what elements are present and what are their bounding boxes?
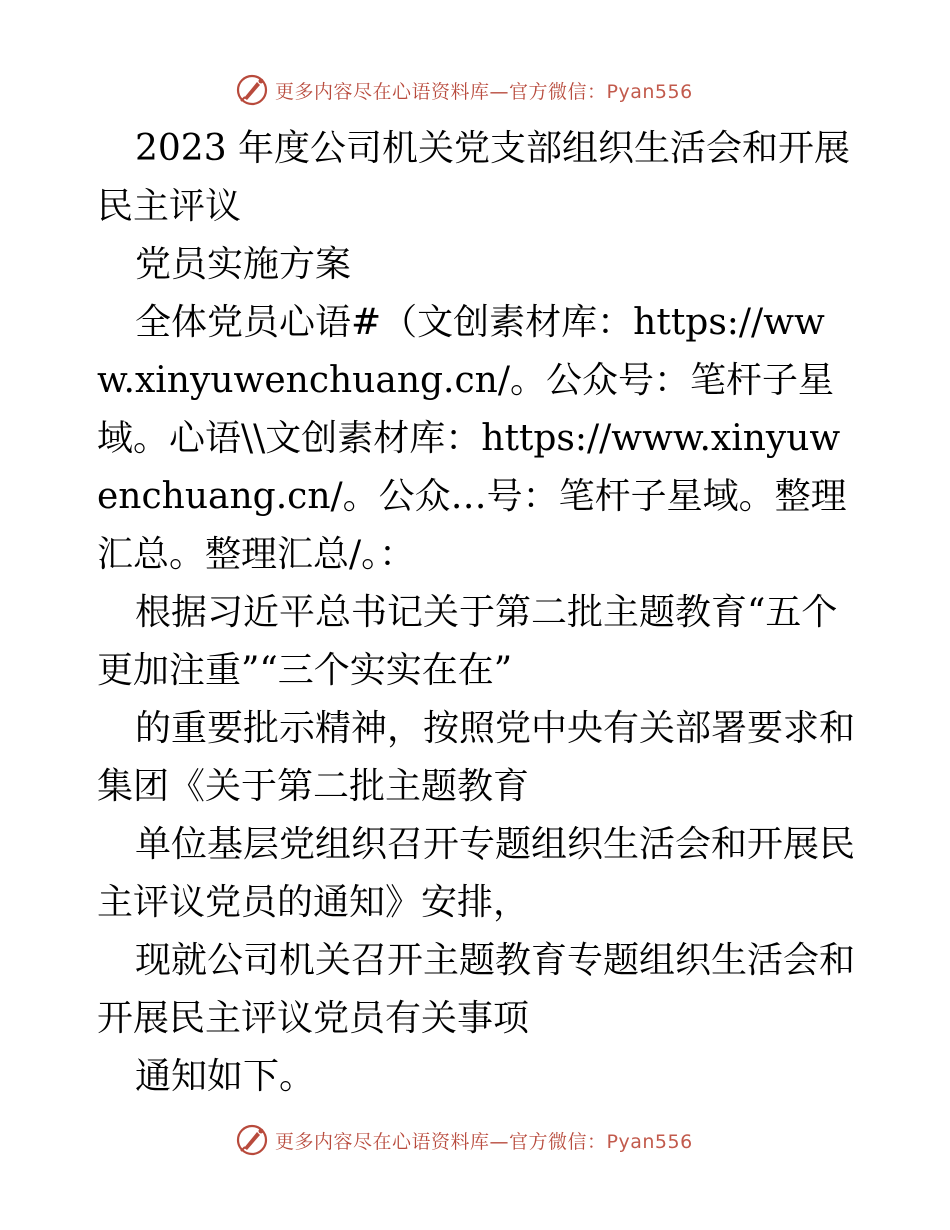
paragraph-source-note: 全体党员心语#（文创素材库：https://www.xinyuwenchuang.cn/。公众号：笔杆子星域。心语\\文创素材库：https://www.xinyuwenchuang.cn/。公众…号：笔杆子星域。整理汇总。整理汇总/。：	[97, 302, 847, 575]
paragraph: 根据习近平总书记关于第二批主题教育“五个更加注重”“三个实实在在”	[97, 592, 838, 691]
paragraph-subtitle: 党员实施方案	[135, 244, 352, 285]
paragraph: 现就公司机关召开主题教育专题组织生活会和开展民主评议党员有关事项	[97, 940, 856, 1039]
watermark-id: Pyan556	[606, 80, 693, 103]
document-body	[97, 120, 857, 1106]
watermark-text: 更多内容尽在心语资料库—官方微信：Pyan556	[275, 80, 693, 103]
quill-pen-circle-icon	[235, 73, 269, 107]
paragraph-title: 2023 年度公司机关党支部组织生活会和开展民主评议	[97, 128, 851, 227]
watermark-id: Pyan556	[606, 1130, 693, 1153]
header-watermark	[235, 72, 755, 108]
paragraph: 的重要批示精神，按照党中央有关部署要求和集团《关于第二批主题教育	[97, 708, 856, 807]
paragraph: 通知如下。	[135, 1056, 316, 1097]
quill-pen-circle-icon	[235, 1123, 269, 1157]
paragraph: 单位基层党组织召开专题组织生活会和开展民主评议党员的通知》安排，	[97, 824, 856, 923]
watermark-text: 更多内容尽在心语资料库—官方微信：Pyan556	[275, 1130, 693, 1153]
footer-watermark	[235, 1122, 755, 1158]
